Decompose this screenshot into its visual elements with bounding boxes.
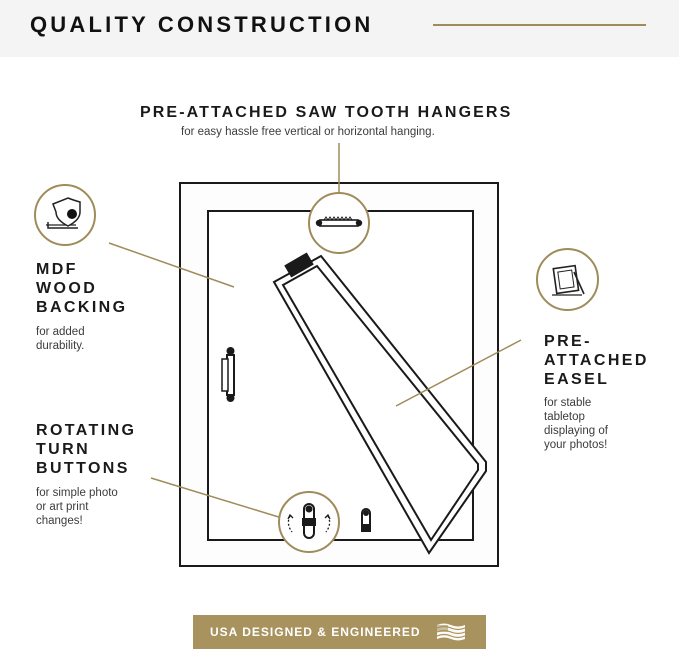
turn-buttons-description: for simple photo or art print changes!: [36, 487, 118, 527]
hangers-description: for easy hassle free vertical or horizontal hanging.: [181, 126, 435, 138]
page-title: QUALITY CONSTRUCTION: [30, 12, 374, 37]
backing-description: for added durability.: [36, 326, 85, 352]
usa-designed-badge: [193, 615, 486, 649]
badge-label: USA DESIGNED & ENGINEERED: [210, 625, 421, 639]
easel-title: PRE- ATTACHED EASEL: [544, 333, 649, 388]
us-flag-icon: [436, 622, 466, 642]
easel-description: for stable tabletop displaying of your photos!: [544, 397, 608, 451]
turn-buttons-title: ROTATING TURN BUTTONS: [36, 422, 137, 477]
turn-button-right: [361, 509, 371, 532]
backing-title: MDF WOOD BACKING: [36, 261, 128, 316]
hangers-title: PRE-ATTACHED SAW TOOTH HANGERS: [140, 104, 513, 121]
